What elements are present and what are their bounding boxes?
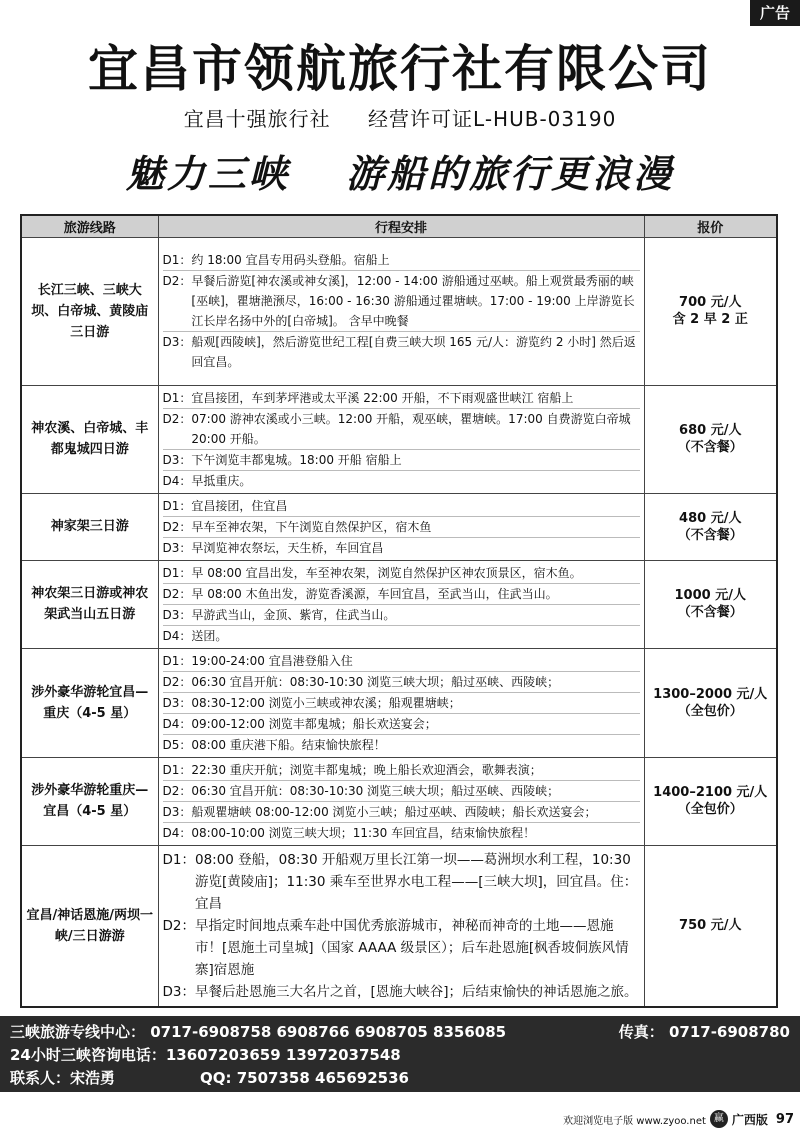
schedule [158,560,644,648]
day-label: D3： [162,695,192,710]
day-label: D1： [162,253,192,267]
day-label: D4： [162,628,192,643]
price-note: （全包价） [677,802,743,817]
slogan-left: 魅力三峡 [125,152,290,196]
day-item [163,760,640,780]
price-cell [644,648,777,757]
schedule [158,648,644,757]
day-item [163,270,640,331]
price: 750 元/人 [679,918,742,934]
day-item [163,915,640,981]
table-row [21,385,777,493]
day-text: 08:00-10:00 浏览三峡大坝；11:30 车回宜昌，结束愉快旅程！ [191,825,536,840]
day-item [163,388,640,408]
day-item [163,516,640,537]
day-label: D2： [162,274,192,288]
day-text: 宜昌接团，车到茅坪港或太平溪 22:00 开船，不下雨观盛世峡江 宿船上 [191,390,574,405]
slogan [0,144,800,204]
price-note: （不含餐） [677,527,743,543]
fax: 传真： 0717-6908780 [618,1023,790,1041]
day-item [163,537,640,558]
day-item [163,801,640,822]
route-name: 涉外豪华游轮重庆—宜昌（4-5 星） [21,757,158,845]
day-text: 约 18:00 宜昌专用码头登船。宿船上 [191,253,390,267]
day-label: D1： [162,565,192,580]
day-text: 08:30-12:00 浏览小三峡或神农溪；船观瞿塘峡； [191,695,461,710]
day-item [163,625,640,646]
day-text: 宜昌接团，住宜昌 [191,498,288,513]
day-item [163,331,640,372]
day-text: 06:30 宜昌开航：08:30-10:30 浏览三峡大坝；船过巫峡、西陵峡； [191,783,560,798]
day-label: D3： [162,804,192,819]
day-label: D1： [162,498,192,513]
day-label: D3： [162,607,192,622]
day-item [163,604,640,625]
day-label: D2： [162,783,192,798]
day-text: 早游武当山，金顶、紫宵，住武当山。 [191,607,396,622]
day-label: D2： [162,674,192,689]
day-text: 早 08:00 木鱼出发，游览香溪源，车回宜昌，至武当山，住武当山。 [191,586,558,601]
price-note: 含 2 早 2 正 [672,312,748,327]
ranking-text: 宜昌十强旅行社 [183,107,331,131]
day-item [163,651,640,671]
schedule [158,757,644,845]
schedule [158,845,644,1007]
price-note: （不含餐） [677,605,743,620]
contact-person: 联系人：宋浩勇 [10,1069,116,1087]
table-row [21,560,777,648]
day-label: D5： [162,737,192,752]
day-label: D4： [162,473,192,488]
day-text: 早浏览神农祭坛，天生桥，车回宜昌 [191,540,384,555]
hotline: 三峡旅游专线中心： 0717-6908758 6908766 6908705 8356085 [10,1023,507,1041]
day-item [163,496,640,516]
price-note: （不含餐） [677,440,743,455]
day-text: 早 08:00 宜昌出发，车至神农架，浏览自然保护区神农顶景区，宿木鱼。 [191,565,582,580]
day-text: 船观瞿塘峡 08:00-12:00 浏览小三峡；船过巫峡、西陵峡；船长欢送宴会； [191,804,597,819]
day-text: 06:30 宜昌开航：08:30-10:30 浏览三峡大坝；船过巫峡、西陵峡； [191,674,560,689]
price: 1000 元/人 [674,588,746,603]
day-item [163,583,640,604]
tour-table [20,214,778,1008]
day-item [163,981,640,1003]
day-item [163,713,640,734]
day-text: 09:00-12:00 浏览丰都鬼城；船长欢送宴会； [191,716,437,731]
qq-numbers: QQ: 7507358 465692536 [200,1069,409,1087]
route-name: 涉外豪华游轮宜昌—重庆（4-5 星） [21,648,158,757]
schedule [158,237,644,385]
day-text: 08:00 重庆港下船。结束愉快旅程！ [191,737,386,752]
day-text: 下午浏览丰都鬼城。18:00 开船 宿船上 [191,452,402,467]
schedule [158,493,644,560]
price: 1400–2100 元/人 [653,785,768,800]
contact-bar [0,1016,800,1092]
route-name: 神家架三日游 [21,493,158,560]
day-text: 07:00 游神农溪或小三峡。12:00 开船，观巫峡，瞿塘峡。17:00 自费游览白帝城 20:00 开船。 [191,411,631,446]
day-label: D1： [162,653,192,668]
day-label: D2： [162,411,192,426]
slogan-right: 游船的旅行更浪漫 [346,152,675,196]
price-cell [644,493,777,560]
day-text: 船观[西陵峡]，然后游览世纪工程[自费三峡大坝 165 元/人：游览约 2 小时] 然后返回宜昌。 [191,335,636,369]
day-item [163,408,640,449]
day-text: 19:00-24:00 宜昌港登船入住 [191,653,353,668]
day-text: 早指定时间地点乘车赴中国优秀旅游城市，神秘而神奇的土地——恩施市！[恩施土司皇城]（国家 AAAA 级景区）；后车赴恩施[枫香坡侗族风情寨]宿恩施 [194,917,629,978]
price: 480 元/人 [679,510,742,526]
day-item [163,449,640,470]
subtitle [0,104,800,134]
edition-logo-icon: 赢 [710,1110,728,1128]
day-text: 早抵重庆。 [191,473,252,488]
header-route: 旅游线路 [21,215,158,237]
company-name: 宜昌市领航旅行社有限公司 [88,40,712,98]
day-item [163,849,640,915]
price-cell [644,845,777,1007]
day-item [163,780,640,801]
price-cell [644,560,777,648]
day-text: 早车至神农架，下午浏览自然保护区，宿木鱼 [191,519,432,534]
consult-phone: 24小时三峡咨询电话：13607203659 13972037548 [10,1046,401,1064]
header-price: 报价 [644,215,777,237]
day-label: D2： [162,586,192,601]
ad-tag: 广告 [750,0,800,26]
page-number: 97 [775,1111,794,1127]
day-item [163,671,640,692]
table-row [21,493,777,560]
price-cell [644,237,777,385]
schedule [158,385,644,493]
price-cell [644,757,777,845]
table-header-row [21,215,777,237]
day-label: D3： [162,540,192,555]
day-item [163,250,640,270]
day-label: D1： [162,390,192,405]
day-text: 送团。 [191,628,228,643]
day-label: D1： [162,851,195,868]
website-link[interactable]: 欢迎浏览电子版 www.zyoo.net [563,1115,706,1127]
table-row [21,237,777,385]
header-schedule: 行程安排 [158,215,644,237]
day-text: 早餐后赴恩施三大名片之首，[恩施大峡谷]；后结束愉快的神话恩施之旅。 [194,983,638,1000]
day-label: D3： [162,983,195,1000]
price: 680 元/人 [679,423,742,438]
day-label: D2： [162,519,192,534]
table-row [21,648,777,757]
day-item [163,470,640,491]
license-number: 经营许可证L-HUB-03190 [368,107,617,131]
day-text: 22:30 重庆开航；浏览丰都鬼城；晚上船长欢迎酒会，歌舞表演； [191,762,542,777]
day-item [163,822,640,843]
table-row [21,757,777,845]
edition-name: 广西版 [731,1112,768,1127]
day-label: D4： [162,825,192,840]
route-name: 宜昌/神话恩施/两坝一峡/三日游游 [21,845,158,1007]
day-label: D4： [162,716,192,731]
price: 700 元/人 [679,295,742,310]
day-text: 08:00 登船，08:30 开船观万里长江第一坝——葛洲坝水利工程，10:30 游览[黄陵庙]；11:30 乘车至世界水电工程——[三峡大坝]，回宜昌。住：宜昌 [194,851,638,912]
route-name: 神农溪、白帝城、丰都鬼城四日游 [21,385,158,493]
price-note: （全包价） [677,703,743,719]
day-item [163,692,640,713]
page-footer [563,1106,800,1132]
day-label: D3： [162,452,192,467]
price: 1300–2000 元/人 [653,686,768,702]
day-text: 早餐后游览[神农溪或神女溪]，12:00 - 14:00 游船通过巫峡。船上观赏最秀丽的峡[巫峡]，瞿塘滟滪尽，16:00 - 16:30 游船通过瞿塘峡。17:00 - 19:00 上岸游览长江长岸名扬中外的[白帝城]。 含早中晚餐 [191,274,635,328]
day-label: D1： [162,762,192,777]
day-label: D3： [162,335,192,349]
table-row [21,845,777,1007]
route-name: 神农架三日游或神农架武当山五日游 [21,560,158,648]
route-name: 长江三峡、三峡大坝、白帝城、黄陵庙三日游 [21,237,158,385]
day-label: D2： [162,917,195,934]
price-cell [644,385,777,493]
day-item [163,734,640,755]
day-item [163,563,640,583]
